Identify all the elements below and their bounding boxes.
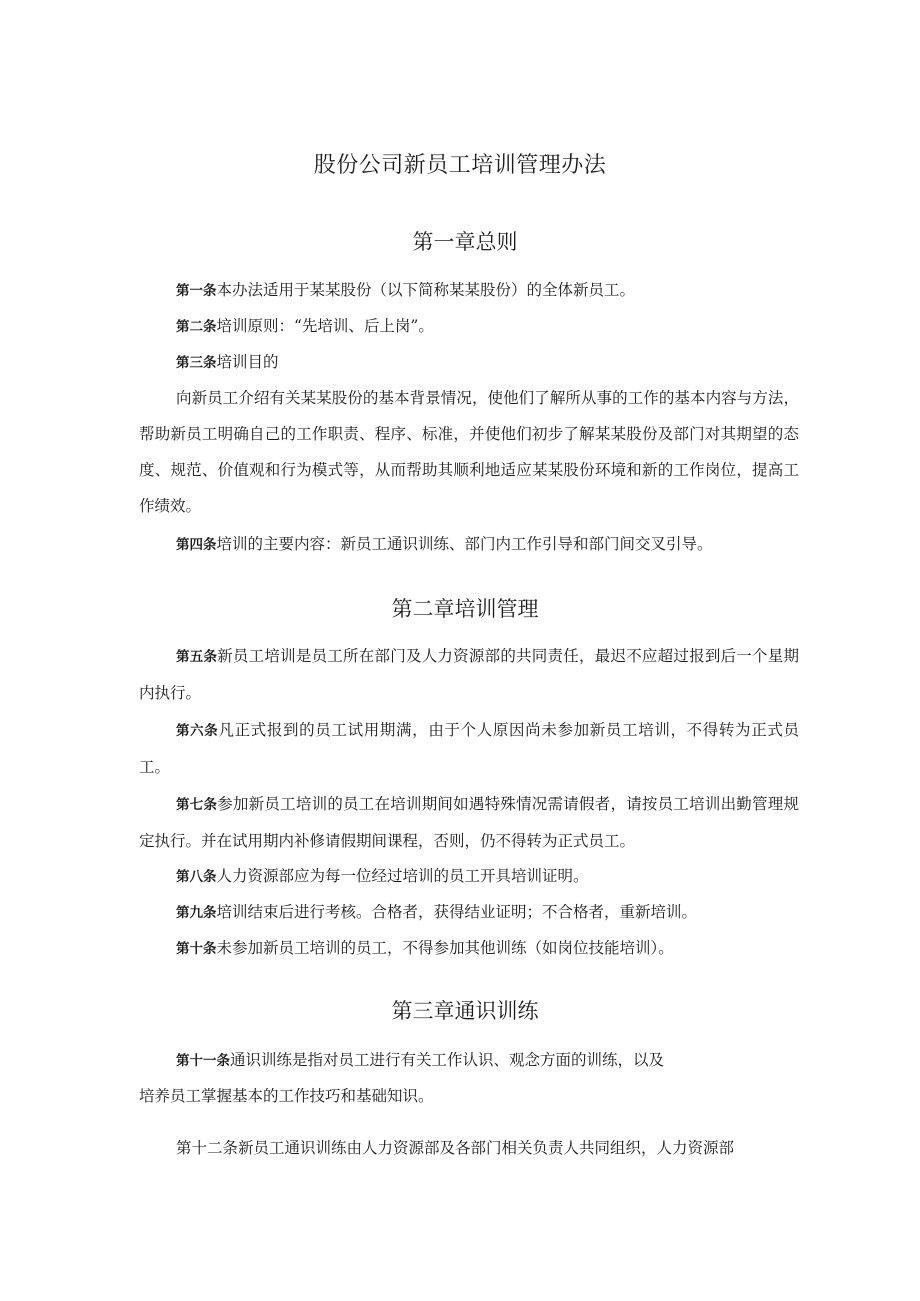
article-10-label: 第十条 (176, 941, 217, 957)
document-title: 股份公司新员工培训管理办法 (313, 153, 607, 178)
article-2 (139, 308, 799, 345)
chapter-1-heading: 第一章总则 (412, 230, 518, 254)
article-11-line-1 (139, 1042, 799, 1079)
article-11-text: 通识训练是指对员工进行有关工作认识、观念方面的训练，以及 (230, 1051, 665, 1069)
article-11-label: 第十一条 (176, 1053, 230, 1069)
chapter-2-heading: 第二章培训管理 (391, 597, 539, 621)
article-1 (139, 272, 799, 309)
article-9 (139, 894, 799, 931)
article-3-label: 第三条 (176, 355, 217, 371)
article-8 (139, 858, 799, 895)
article-10 (139, 930, 799, 967)
article-12 (139, 1130, 799, 1166)
article-2-label: 第二条 (176, 319, 217, 335)
chapter-3-heading: 第三章通识训练 (391, 999, 539, 1023)
article-7-text: 参加新员工培训的员工在培训期间如遇特殊情况需请假者，请按员工培训出勤管理规定执行。并在试用期内补修请假期间课程，否则，仍不得转为正式员工。 (139, 795, 799, 850)
article-4 (139, 526, 799, 563)
article-2-text: 培训原则：“先培训、后上岗”。 (216, 317, 434, 335)
article-9-text: 培训结束后进行考核。合格者，获得结业证明；不合格者，重新培训。 (216, 903, 698, 921)
article-7 (139, 786, 799, 859)
article-6 (139, 712, 799, 785)
article-7-label: 第七条 (176, 797, 218, 813)
article-11-line-2: 培养员工掌握基本的工作技巧和基础知识。 (139, 1087, 434, 1105)
article-8-text: 人力资源部应为每一位经过培训的员工开具培训证明。 (216, 867, 589, 885)
article-12-label: 第十二条 (176, 1139, 239, 1157)
article-5 (139, 638, 799, 711)
article-6-label: 第六条 (176, 723, 219, 739)
article-3 (139, 344, 799, 381)
article-1-text: 本办法适用于某某股份（以下简称某某股份）的全体新员工。 (216, 281, 636, 299)
article-12-text: 新员工通识训练由人力资源部及各部门相关负责人共同组织，人力资源部 (238, 1139, 735, 1157)
article-5-text: 新员工培训是员工所在部门及人力资源部的共同责任，最迟不应超过报到后一个星期内执行。 (139, 647, 799, 702)
article-3-body: 向新员工介绍有关某某股份的基本背景情况，使他们了解所从事的工作的基本内容与方法，帮助新员工明确自己的工作职责、程序、标准，并使他们初步了解某某股份及部门对其期望的态度、规范、价值观和行为模式等，从而帮助其顺利地适应某某股份环境和新的工作岗位，提高工作绩效。 (139, 389, 799, 515)
article-8-label: 第八条 (176, 869, 217, 885)
article-10-text: 未参加新员工培训的员工，不得参加其他训练（如岗位技能培训）。 (216, 939, 674, 957)
article-5-label: 第五条 (176, 649, 218, 665)
article-3-text: 培训目的 (216, 353, 279, 371)
article-6-text: 凡正式报到的员工试用期满，由于个人原因尚未参加新员工培训，不得转为正式员工。 (139, 721, 799, 776)
article-4-label: 第四条 (176, 537, 217, 553)
article-9-label: 第九条 (176, 905, 217, 921)
article-4-text: 培训的主要内容：新员工通识训练、部门内工作引导和部门间交叉引导。 (216, 535, 713, 553)
article-1-label: 第一条 (176, 283, 217, 299)
